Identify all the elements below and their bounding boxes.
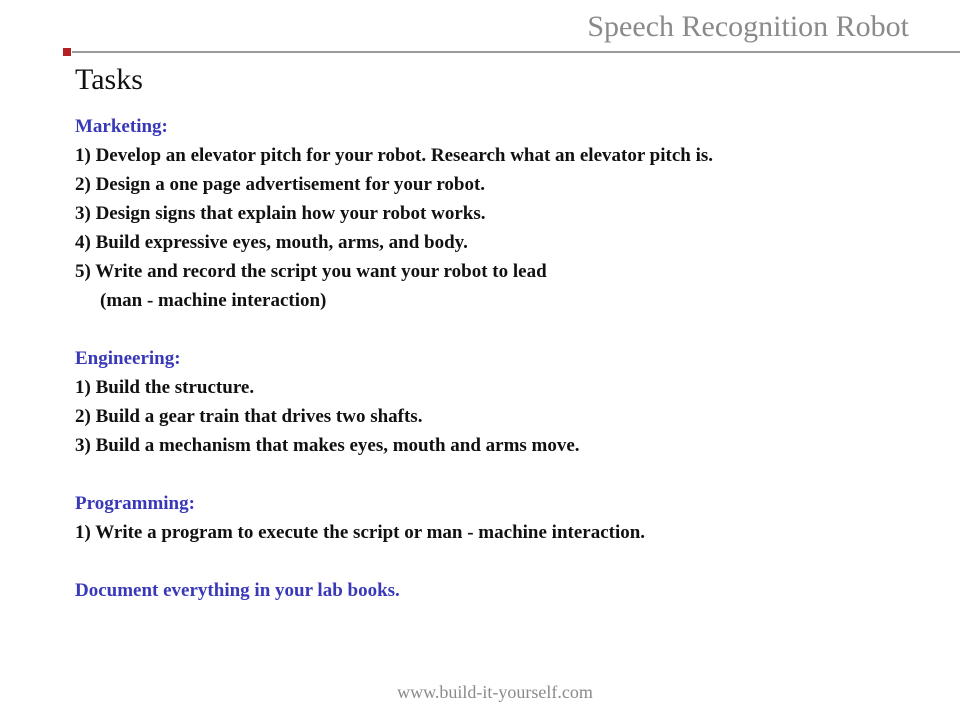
slide-content bbox=[75, 112, 945, 605]
marketing-task-4: 4) Build expressive eyes, mouth, arms, and body. bbox=[75, 232, 468, 253]
marketing-task-1: 1) Develop an elevator pitch for your robot. Research what an elevator pitch is. bbox=[75, 145, 714, 166]
header-divider bbox=[72, 51, 960, 53]
slide-header-title: Speech Recognition Robot bbox=[587, 10, 909, 43]
section-spacer bbox=[75, 460, 945, 489]
programming-heading: Programming: bbox=[75, 493, 195, 514]
accent-square bbox=[63, 48, 71, 56]
closing-note: Document everything in your lab books. bbox=[75, 580, 400, 601]
marketing-task-5-continuation: (man - machine interaction) bbox=[100, 290, 327, 311]
marketing-task-3: 3) Design signs that explain how your robot works. bbox=[75, 203, 486, 224]
marketing-task-5: 5) Write and record the script you want your robot to lead bbox=[75, 261, 547, 282]
engineering-task-3: 3) Build a mechanism that makes eyes, mouth and arms move. bbox=[75, 435, 580, 456]
marketing-heading: Marketing: bbox=[75, 116, 168, 137]
engineering-task-1: 1) Build the structure. bbox=[75, 377, 255, 398]
slide-heading: Tasks bbox=[75, 63, 143, 96]
engineering-task-2: 2) Build a gear train that drives two shafts. bbox=[75, 406, 423, 427]
marketing-task-2: 2) Design a one page advertisement for your robot. bbox=[75, 174, 486, 195]
engineering-heading: Engineering: bbox=[75, 348, 181, 369]
section-spacer bbox=[75, 547, 945, 576]
footer-url: www.build-it-yourself.com bbox=[397, 682, 593, 702]
programming-task-1: 1) Write a program to execute the script or man - machine interaction. bbox=[75, 522, 646, 543]
section-spacer bbox=[75, 315, 945, 344]
